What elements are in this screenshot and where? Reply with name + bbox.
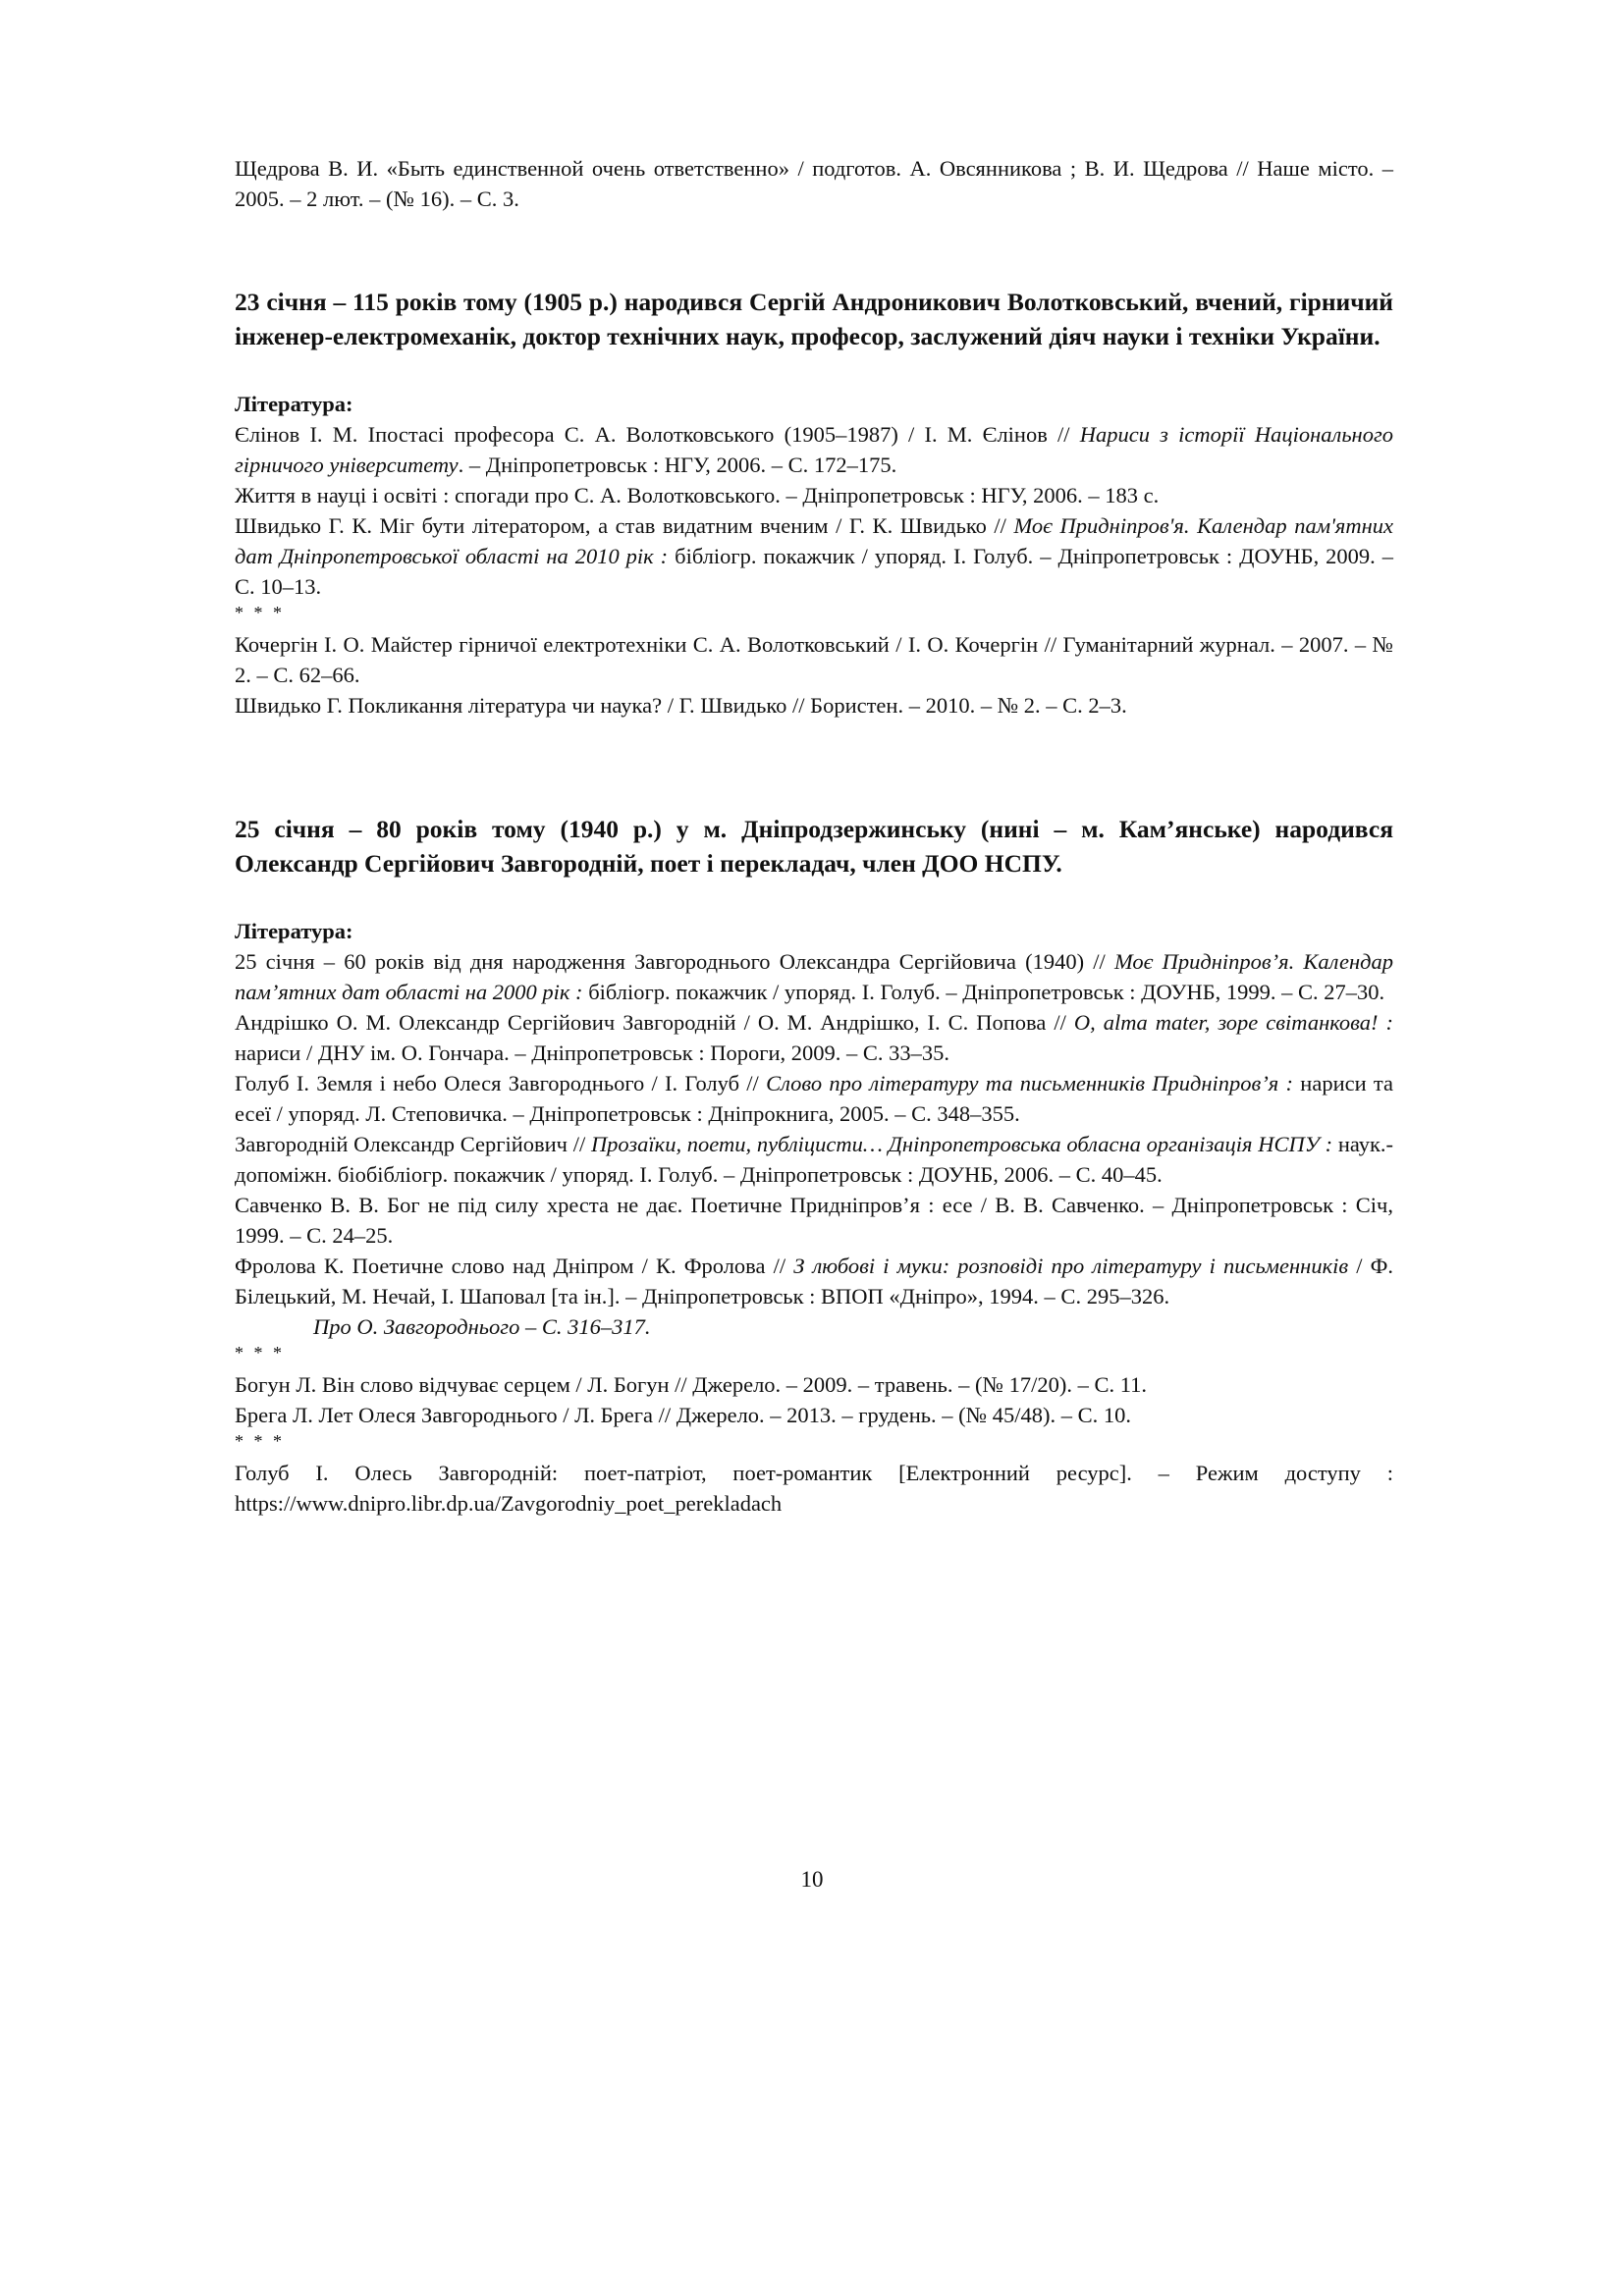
ref-text: Богун Л. Він слово відчуває серцем / Л. Богун // Джерело. – 2009. – травень. – (№ 17/20). – С. 11. xyxy=(235,1372,1148,1397)
ref-title-italic: Слово про літературу та письменників Придніпров’я : xyxy=(766,1071,1294,1095)
ref-text: Кочергін І. О. Майстер гірничої електротехніки С. А. Волотковський / І. О. Кочергін // Гуманітарний журнал. – 2007. – № 2. – С. 62–66. xyxy=(235,632,1393,687)
reference-entry xyxy=(235,1129,1393,1190)
ref-text: Голуб І. Олесь Завгородній: поет-патріот, поет-романтик [Електронний ресурс]. – Режим доступу : https://www.dnipro.libr.dp.ua/Zavgorodniy_poet_perekladach xyxy=(235,1461,1393,1516)
ref-text: Єлінов І. М. Іпостасі професора С. А. Волотковського (1905–1987) / І. М. Єлінов // xyxy=(235,422,1080,447)
reference-entry xyxy=(235,1251,1393,1311)
separator-stars: * * * xyxy=(235,603,285,622)
reference-entry xyxy=(235,1400,1393,1430)
ref-text: 25 січня – 60 років від дня народження Завгороднього Олександра Сергійовича (1940) // xyxy=(235,949,1114,974)
ref-text: Життя в науці і освіті : спогади про С. А. Волотковського. – Дніпропетровськ : НГУ, 2006. – 183 с. xyxy=(235,483,1160,507)
page-number: 10 xyxy=(800,1867,824,1892)
reference-entry xyxy=(235,1068,1393,1129)
ref-text: бібліогр. покажчик / упоряд. І. Голуб. – Дніпропетровськ : ДОУНБ, 2009. – С. 10–13. xyxy=(235,544,1393,599)
literature-label: Література: xyxy=(235,392,353,416)
reference-entry xyxy=(235,946,1393,1007)
ref-text: Завгородній Олександр Сергійович // xyxy=(235,1132,591,1156)
ref-text: / Ф. Білецький, М. Нечай, І. Шаповал [та ін.]. – Дніпропетровськ : ВПОП «Дніпро», 1994. – С. 295–326. xyxy=(235,1254,1393,1308)
top-reference-block xyxy=(235,153,1393,214)
separator-stars: * * * xyxy=(235,1431,285,1451)
ref-text: нариси / ДНУ ім. О. Гончара. – Дніпропетровськ : Пороги, 2009. – С. 33–35. xyxy=(235,1041,949,1065)
ref-text: Швидько Г. К. Міг бути літератором, а став видатним вченим / Г. К. Швидько // xyxy=(235,513,1014,538)
reference-entry xyxy=(235,1458,1393,1519)
ref-text: . – Дніпропетровськ : НГУ, 2006. – С. 172–175. xyxy=(458,453,897,477)
ref-text: Савченко В. В. Бог не під силу хреста не дає. Поетичне Придніпров’я : есе / В. В. Савченко. – Дніпропетровськ : Січ, 1999. – С. 24–25. xyxy=(235,1193,1393,1248)
ref-title-italic: О, alma mater, зоре світанкова! : xyxy=(1073,1010,1393,1035)
reference-entry xyxy=(235,1369,1393,1400)
ref-title-italic: Моє Придніпров'я. Календар пам'ятних дат Дніпропетровської області на 2010 рік : xyxy=(235,513,1393,568)
ref-text: нариси та есеї / упоряд. Л. Степовичка. – Дніпропетровськ : Дніпрокнига, 2005. – С. 348–355. xyxy=(235,1071,1393,1126)
ref-text: Фролова К. Поетичне слово над Дніпром / К. Фролова // xyxy=(235,1254,794,1278)
ref-title-italic: З любові і муки: розповіді про літературу і письменників xyxy=(793,1254,1349,1278)
ref-text: бібліогр. покажчик / упоряд. І. Голуб. – Дніпропетровськ : ДОУНБ, 1999. – С. 27–30. xyxy=(582,980,1385,1004)
reference-entry xyxy=(235,480,1393,510)
ref-text: Брега Л. Лет Олеся Завгороднього / Л. Брега // Джерело. – 2013. – грудень. – (№ 45/48). – С. 10. xyxy=(235,1403,1132,1427)
ref-title-italic: Нариси з історії Національного гірничого університету xyxy=(235,422,1393,477)
ref-title-italic: Моє Придніпров’я. Календар пам’ятних дат області на 2000 рік : xyxy=(235,949,1394,1004)
reference-entry xyxy=(235,1190,1393,1251)
literature-label: Література: xyxy=(235,919,353,943)
separator-stars: * * * xyxy=(235,1343,285,1362)
section-volotkovsky xyxy=(235,285,1393,721)
page-note: Про О. Завгороднього – С. 316–317. xyxy=(313,1314,651,1339)
reference-entry: Щедрова В. И. «Быть единственной очень ответственно» / подготов. А. Овсянникова ; В. И. Щедрова // Наше місто. – 2005. – 2 лют. – (№ 16). – С. 3. xyxy=(235,156,1393,211)
ref-text: Андрішко О. М. Олександр Сергійович Завгородній / О. М. Андрішко, І. С. Попова // xyxy=(235,1010,1074,1035)
reference-entry xyxy=(235,1007,1393,1068)
reference-entry xyxy=(235,419,1393,480)
ref-text: Голуб І. Земля і небо Олеся Завгороднього / І. Голуб // xyxy=(235,1071,767,1095)
section-heading: 23 січня – 115 років тому (1905 р.) народився Сергій Андроникович Волотковський, вчений, гірничий інженер-електромеханік, доктор технічних наук, професор, заслужений діяч науки і техніки України. xyxy=(235,288,1393,350)
section-heading: 25 січня – 80 років тому (1940 р.) у м. Дніпродзержинську (нині – м. Кам’янське) народився Олександр Сергійович Завгородній, поет і перекладач, член ДОО НСПУ. xyxy=(235,815,1393,878)
ref-title-italic: Прозаїки, поети, публіцисти… Дніпропетровська обласна організація НСПУ : xyxy=(590,1132,1333,1156)
reference-entry xyxy=(235,690,1393,721)
reference-entry xyxy=(235,629,1393,690)
section-zavgorodniy xyxy=(235,812,1393,1519)
ref-text: наук.-допоміжн. біобібліогр. покажчик / упоряд. І. Голуб. – Дніпропетровськ : ДОУНБ, 2006. – С. 40–45. xyxy=(235,1132,1394,1187)
reference-entry xyxy=(235,510,1393,602)
ref-text: Швидько Г. Покликання література чи наука? / Г. Швидько // Бористен. – 2010. – № 2. – С. 2–3. xyxy=(235,693,1127,718)
